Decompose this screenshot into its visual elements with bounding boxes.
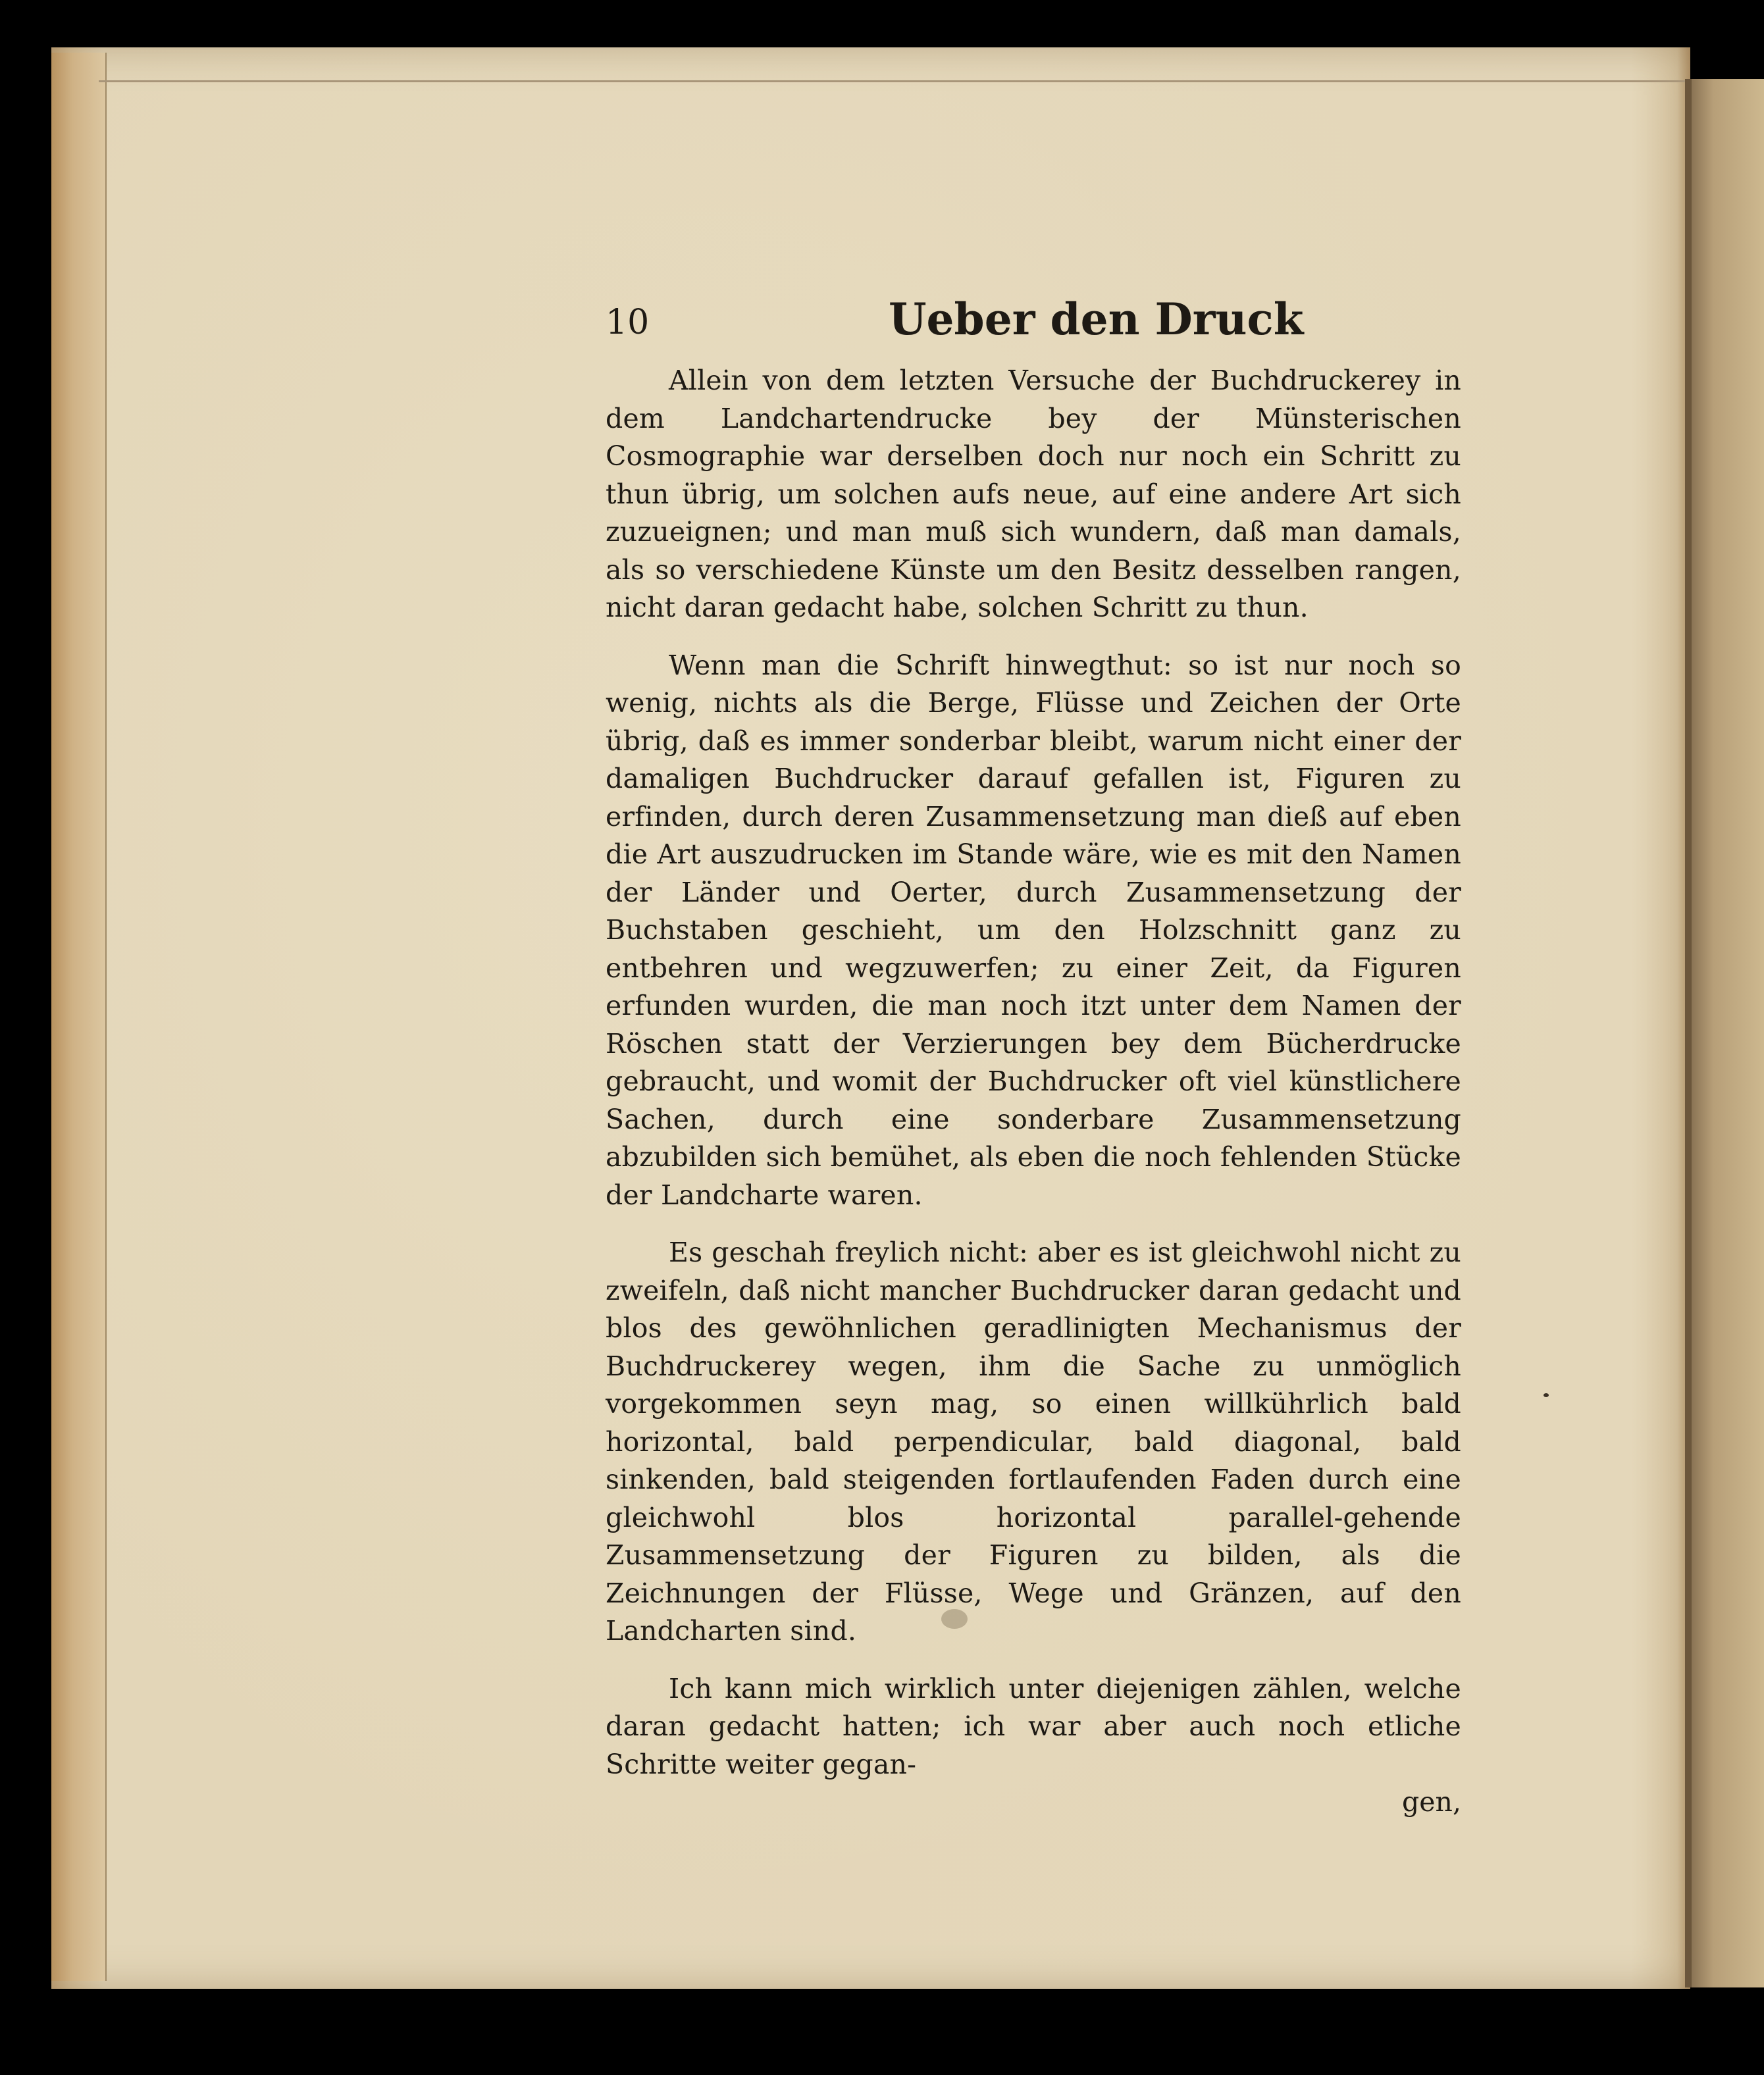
paragraph-1: Allein von dem letzten Versuche der Buchdruckerey in dem Landchartendrucke bey der Münsterischen Cosmographie war derselben doch nur noch ein Schritt zu thun übrig, um solchen aufs neue, auf eine andere Art sich zuzueignen; und man muß sich wundern, daß man damals, als so verschiedene Künste um den Besitz desselben rangen, nicht daran gedacht habe, solchen Schritt zu thun. <box>606 365 1461 623</box>
page-number: 10 <box>606 303 650 342</box>
paragraph-2: Wenn man die Schrift hinwegthut: so ist nur noch so wenig, nichts als die Berge, Flüsse und Zeichen der Orte übrig, daß es immer sonderbar bleibt, warum nicht einer der damaligen Buchdrucker darauf gefallen ist, Figuren zu erfinden, durch deren Zusammensetzung man dieß auf eben die Art auszudrucken im Stande wäre, wie es mit den Namen der Länder und Oerter, durch Zusammensetzung der Buchstaben geschieht, um den Holzschnitt ganz zu entbehren und wegzuwerfen; zu einer Zeit, da Figuren erfunden wurden, die man noch itzt unter dem Namen der Röschen statt der Verzierungen bey dem Bücherdrucke gebraucht, und womit der Buchdrucker oft viel künstlichere Sachen, durch eine sonderbare Zusammensetzung abzubilden sich bemühet, als eben die noch fehlenden Stücke der Landcharte waren. <box>606 649 1461 1211</box>
ink-smudge <box>941 1609 968 1629</box>
page-top-edge <box>99 80 1692 82</box>
catchword: gen, <box>1402 1786 1461 1818</box>
page-header <box>606 290 1461 362</box>
running-title: Ueber den Druck <box>889 294 1304 345</box>
page-text-block <box>606 290 1461 1822</box>
ink-speck <box>1544 1393 1549 1397</box>
paragraph-4: Ich kann mich wirklich unter diejenigen zählen, welche daran gedacht hatten; ich war aber auch noch etliche Schritte weiter gegan- <box>606 1672 1461 1780</box>
paragraph-3: Es geschah freylich nicht: aber es ist gleichwohl nicht zu zweifeln, daß nicht mancher Buchdrucker daran gedacht und blos des gewöhnlichen geradlinigten Mechanismus der Buchdruckerey wegen, ihm die Sache zu unmöglich vorgekommen seyn mag, so einen willkührlich bald horizontal, bald perpendicular, bald diagonal, bald sinkenden, bald steigenden fortlaufenden Faden durch eine gleichwohl blos horizontal parallel-gehende Zusammensetzung der Figuren zu bilden, als die Zeichnungen der Flüsse, Wege und Gränzen, auf den Landcharten sind. <box>606 1237 1461 1647</box>
facing-page-edge <box>1692 79 1764 1987</box>
page-left-edge <box>51 53 107 1981</box>
